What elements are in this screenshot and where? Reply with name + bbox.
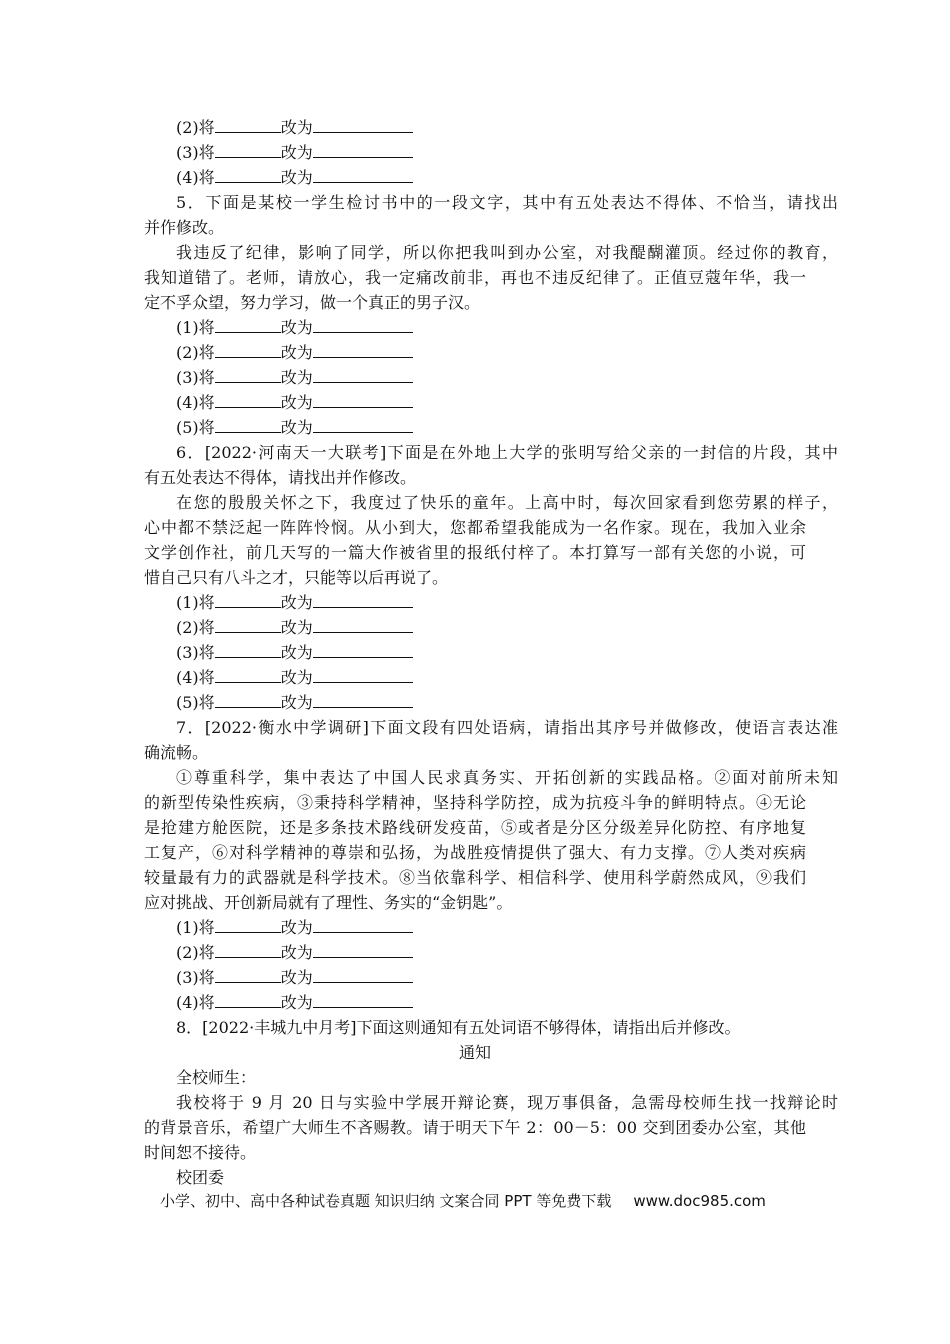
- original-blank[interactable]: [215, 991, 281, 1008]
- jiang-label: 将: [198, 993, 215, 1012]
- notice-salutation: 全校师生：: [176, 1068, 257, 1087]
- original-blank[interactable]: [215, 316, 281, 333]
- original-blank[interactable]: [215, 341, 281, 358]
- item-number: (2): [176, 118, 199, 137]
- q5-passage-line: 定不孚众望，努力学习，做一个真正的男子汉。: [144, 293, 481, 312]
- item-number: (4): [176, 993, 199, 1012]
- jiang-label: 将: [198, 318, 215, 337]
- q4-answer-line: [176, 166, 413, 190]
- q5-answer-line: [176, 391, 413, 415]
- jiang-label: 将: [198, 368, 215, 387]
- jiang-label: 将: [198, 168, 215, 187]
- q5-stem-line: 5．下面是某校一学生检讨书中的一段文字，其中有五处表达不得体、不恰当，请找出: [176, 193, 838, 212]
- revised-blank[interactable]: [313, 141, 413, 158]
- revised-blank[interactable]: [313, 991, 413, 1008]
- revised-blank[interactable]: [313, 391, 413, 408]
- gaiwei-label: 改为: [280, 643, 313, 662]
- q6-passage-line: 惜自己只有八斗之才，只能等以后再说了。: [144, 568, 449, 587]
- item-number: (2): [176, 618, 199, 637]
- q5-answer-line: [176, 416, 413, 440]
- q6-stem-line: 6．[2022·河南天一大联考]下面是在外地上大学的张明写给父亲的一封信的片段，其中: [176, 443, 838, 462]
- jiang-label: 将: [198, 693, 215, 712]
- q6-answer-line: [176, 591, 413, 615]
- gaiwei-label: 改为: [280, 593, 313, 612]
- item-number: (3): [176, 968, 199, 987]
- original-blank[interactable]: [215, 391, 281, 408]
- q7-passage-line: 的新型传染性疾病，③秉持科学精神，坚持科学防控，成为抗疫斗争的鲜明特点。④无论: [144, 793, 806, 812]
- jiang-label: 将: [198, 343, 215, 362]
- notice-body-line: 时间恕不接待。: [144, 1143, 257, 1162]
- revised-blank[interactable]: [313, 666, 413, 683]
- q7-stem-line: 确流畅。: [144, 743, 209, 762]
- q6-passage-line: 文学创作社，前几天写的一篇大作被省里的报纸付梓了。本打算写一部有关您的小说，可: [144, 543, 806, 562]
- q6-answer-line: [176, 666, 413, 690]
- q8-stem: 8．[2022·丰城九中月考]下面这则通知有五处词语不够得体，请指出后并修改。: [176, 1018, 741, 1037]
- q7-answer-line: [176, 991, 413, 1015]
- q5-answer-line: [176, 366, 413, 390]
- q7-passage-line: ①尊重科学，集中表达了中国人民求真务实、开拓创新的实践品格。②面对前所未知: [176, 768, 838, 787]
- revised-blank[interactable]: [313, 366, 413, 383]
- notice-title: 通知: [458, 1043, 491, 1062]
- q7-passage-line: 工复产，⑥对科学精神的尊崇和弘扬，为战胜疫情提供了强大、有力支撑。⑦人类对疾病: [144, 843, 806, 862]
- item-number: (3): [176, 643, 199, 662]
- item-number: (3): [176, 368, 199, 387]
- q7-passage-line: 应对挑战、开创新局就有了理性、务实的“金钥匙”。: [144, 893, 513, 912]
- q6-answer-line: [176, 641, 413, 665]
- item-number: (4): [176, 168, 199, 187]
- revised-blank[interactable]: [313, 616, 413, 633]
- q5-stem-line: 并作修改。: [144, 218, 225, 237]
- q4-answer-line: [176, 116, 413, 140]
- q5-passage-line: 我知道错了。老师，请放心，我一定痛改前非，再也不违反纪律了。正值豆蔻年华，我一: [144, 268, 806, 287]
- gaiwei-label: 改为: [280, 668, 313, 687]
- revised-blank[interactable]: [313, 966, 413, 983]
- page-footer: [160, 1189, 766, 1213]
- item-number: (5): [176, 693, 199, 712]
- item-number: (4): [176, 668, 199, 687]
- gaiwei-label: 改为: [280, 968, 313, 987]
- revised-blank[interactable]: [313, 591, 413, 608]
- gaiwei-label: 改为: [280, 418, 313, 437]
- gaiwei-label: 改为: [280, 118, 313, 137]
- jiang-label: 将: [198, 143, 215, 162]
- footer-text: 小学、初中、高中各种试卷真题 知识归纳 文案合同 PPT 等免费下载: [160, 1192, 612, 1210]
- original-blank[interactable]: [215, 966, 281, 983]
- revised-blank[interactable]: [313, 316, 413, 333]
- gaiwei-label: 改为: [280, 318, 313, 337]
- gaiwei-label: 改为: [280, 343, 313, 362]
- revised-blank[interactable]: [313, 416, 413, 433]
- q7-answer-line: [176, 966, 413, 990]
- q7-answer-line: [176, 916, 413, 940]
- item-number: (1): [176, 318, 199, 337]
- jiang-label: 将: [198, 668, 215, 687]
- original-blank[interactable]: [215, 941, 281, 958]
- notice-body-line: 的背景音乐，希望广大师生不吝赐教。请于明天下午 2：00－5：00 交到团委办公室，其他: [144, 1118, 806, 1137]
- q6-stem-line: 有五处表达不得体，请找出并作修改。: [144, 468, 417, 487]
- jiang-label: 将: [198, 918, 215, 937]
- q6-passage-line: 在您的殷殷关怀之下，我度过了快乐的童年。上高中时，每次回家看到您劳累的样子，: [176, 493, 838, 512]
- original-blank[interactable]: [215, 591, 281, 608]
- item-number: (1): [176, 918, 199, 937]
- item-number: (3): [176, 143, 199, 162]
- original-blank[interactable]: [215, 416, 281, 433]
- q7-stem-line: 7．[2022·衡水中学调研]下面文段有四处语病，请指出其序号并做修改，使语言表达准: [176, 718, 838, 737]
- jiang-label: 将: [198, 968, 215, 987]
- notice-body-line: 我校将于 9 月 20 日与实验中学展开辩论赛，现万事俱备，急需母校师生找一找辩论时: [176, 1093, 838, 1112]
- q7-passage-line: 是抢建方舱医院，还是多条技术路线研发疫苗，⑤或者是分区分级差异化防控、有序地复: [144, 818, 806, 837]
- gaiwei-label: 改为: [280, 618, 313, 637]
- q5-answer-line: [176, 341, 413, 365]
- original-blank[interactable]: [215, 666, 281, 683]
- notice-signature: 校团委: [176, 1168, 225, 1187]
- original-blank[interactable]: [215, 616, 281, 633]
- revised-blank[interactable]: [313, 941, 413, 958]
- jiang-label: 将: [198, 943, 215, 962]
- original-blank[interactable]: [215, 366, 281, 383]
- gaiwei-label: 改为: [280, 168, 313, 187]
- q7-passage-line: 较量最有力的武器就是科学技术。⑧当依靠科学、相信科学、使用科学蔚然成风，⑨我们: [144, 868, 806, 887]
- original-blank[interactable]: [215, 641, 281, 658]
- original-blank[interactable]: [215, 916, 281, 933]
- item-number: (1): [176, 593, 199, 612]
- jiang-label: 将: [198, 418, 215, 437]
- q4-answer-line: [176, 141, 413, 165]
- q6-answer-line: [176, 616, 413, 640]
- jiang-label: 将: [198, 393, 215, 412]
- item-number: (4): [176, 393, 199, 412]
- original-blank[interactable]: [215, 691, 281, 708]
- revised-blank[interactable]: [313, 341, 413, 358]
- q6-answer-line: [176, 691, 413, 715]
- revised-blank[interactable]: [313, 916, 413, 933]
- jiang-label: 将: [198, 643, 215, 662]
- gaiwei-label: 改为: [280, 693, 313, 712]
- original-blank[interactable]: [215, 166, 281, 183]
- revised-blank[interactable]: [313, 641, 413, 658]
- gaiwei-label: 改为: [280, 943, 313, 962]
- gaiwei-label: 改为: [280, 918, 313, 937]
- gaiwei-label: 改为: [280, 143, 313, 162]
- revised-blank[interactable]: [313, 691, 413, 708]
- revised-blank[interactable]: [313, 116, 413, 133]
- q5-answer-line: [176, 316, 413, 340]
- item-number: (5): [176, 418, 199, 437]
- q6-passage-line: 心中都不禁泛起一阵阵怜悯。从小到大，您都希望我能成为一名作家。现在，我加入业余: [144, 518, 806, 537]
- jiang-label: 将: [198, 593, 215, 612]
- jiang-label: 将: [198, 118, 215, 137]
- q5-passage-line: 我违反了纪律，影响了同学，所以你把我叫到办公室，对我醍醐灌顶。经过你的教育，: [176, 243, 838, 262]
- q7-answer-line: [176, 941, 413, 965]
- item-number: (2): [176, 943, 199, 962]
- original-blank[interactable]: [215, 141, 281, 158]
- item-number: (2): [176, 343, 199, 362]
- jiang-label: 将: [198, 618, 215, 637]
- gaiwei-label: 改为: [280, 393, 313, 412]
- footer-url-link[interactable]: www.doc985.com: [633, 1192, 766, 1210]
- gaiwei-label: 改为: [280, 993, 313, 1012]
- revised-blank[interactable]: [313, 166, 413, 183]
- gaiwei-label: 改为: [280, 368, 313, 387]
- original-blank[interactable]: [215, 116, 281, 133]
